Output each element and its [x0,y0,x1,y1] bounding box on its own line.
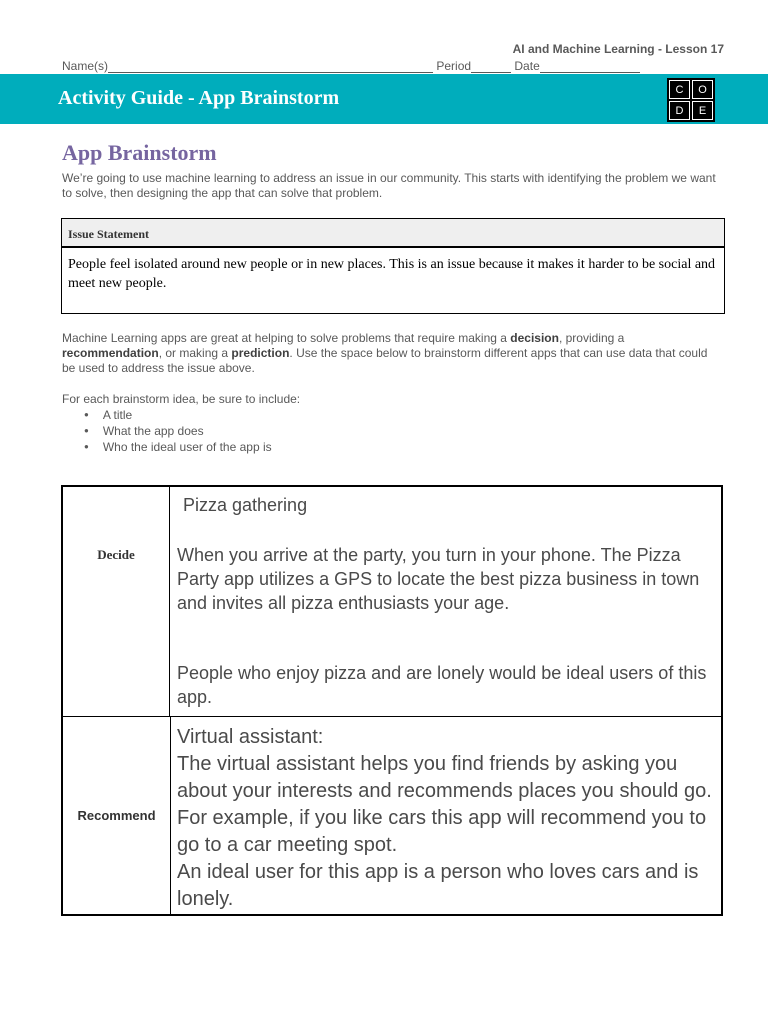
page-title: Activity Guide - App Brainstorm [58,87,340,109]
name-period-date-line [62,59,640,73]
decide-users: People who enjoy pizza and are lonely would be ideal users of this app. [177,663,707,707]
recommend-title: Virtual assistant: [177,726,324,748]
logo-letter: D [669,101,690,120]
logo-letter: E [692,101,713,120]
logo-letter: C [669,80,690,99]
name-blank[interactable] [108,60,433,73]
recommend-text [177,724,722,913]
decide-description: When you arrive at the party, you turn in your phone. The Pizza Party app utilizes a GPS to locate the best pizza business in town and invites all pizza enthusiasts your age. [177,545,700,613]
date-label: Date [514,59,540,73]
instructions-list [84,407,272,455]
title-banner [0,74,768,124]
ml-text-part: Machine Learning apps are great at helping to solve problems that require making a [62,331,511,345]
ml-keyword-prediction: prediction [231,346,290,360]
ml-keyword-recommendation: recommendation [62,346,159,360]
brainstorm-table [61,485,723,916]
recommend-users: An ideal user for this app is a person who loves cars and is lonely. [177,861,699,910]
section-title: App Brainstorm [62,140,217,165]
ml-text-part: . Use the space below to brainstorm different apps that can use data that could be used to address the issue above. [62,346,708,375]
name-label: Name(s) [62,59,109,73]
lesson-label: AI and Machine Learning - Lesson 17 [512,42,724,56]
section-intro: We’re going to use machine learning to address an issue in our community. This starts with identifying the problem we want to solve, then designing the app that can solve that problem. [62,171,716,200]
decide-title: Pizza gathering [183,495,308,515]
ml-paragraph [62,331,722,376]
list-item: ● A title [84,407,272,423]
table-row-decide [63,487,721,717]
code-logo [667,78,715,122]
issue-text[interactable]: People feel isolated around new people or in new places. This is an issue because it makes it harder to be social and meet new people. [68,257,716,291]
recommend-label: Recommend [63,716,171,914]
decide-label: Decide [63,487,170,716]
date-blank[interactable] [540,60,640,73]
issue-heading: Issue Statement [62,219,724,248]
logo-letter: O [692,80,713,99]
instructions-lead: For each brainstorm idea, be sure to include: [62,392,301,406]
list-item: ● What the app does [84,423,272,439]
table-row-recommend [63,716,721,914]
ml-text-part: , providing a [558,331,625,345]
list-item: ● Who the ideal user of the app is [84,439,272,455]
ml-text-part: , or making a [158,346,232,360]
period-blank[interactable] [471,60,511,73]
period-label: Period [436,59,472,73]
recommend-description: The virtual assistant helps you find friends by asking you about your interests and recommends places you should go. For example, if you like cars this app will recommend you to go to a car meeting spot. [177,753,712,856]
ml-keyword-decision: decision [510,331,559,345]
issue-statement-box [61,218,725,314]
